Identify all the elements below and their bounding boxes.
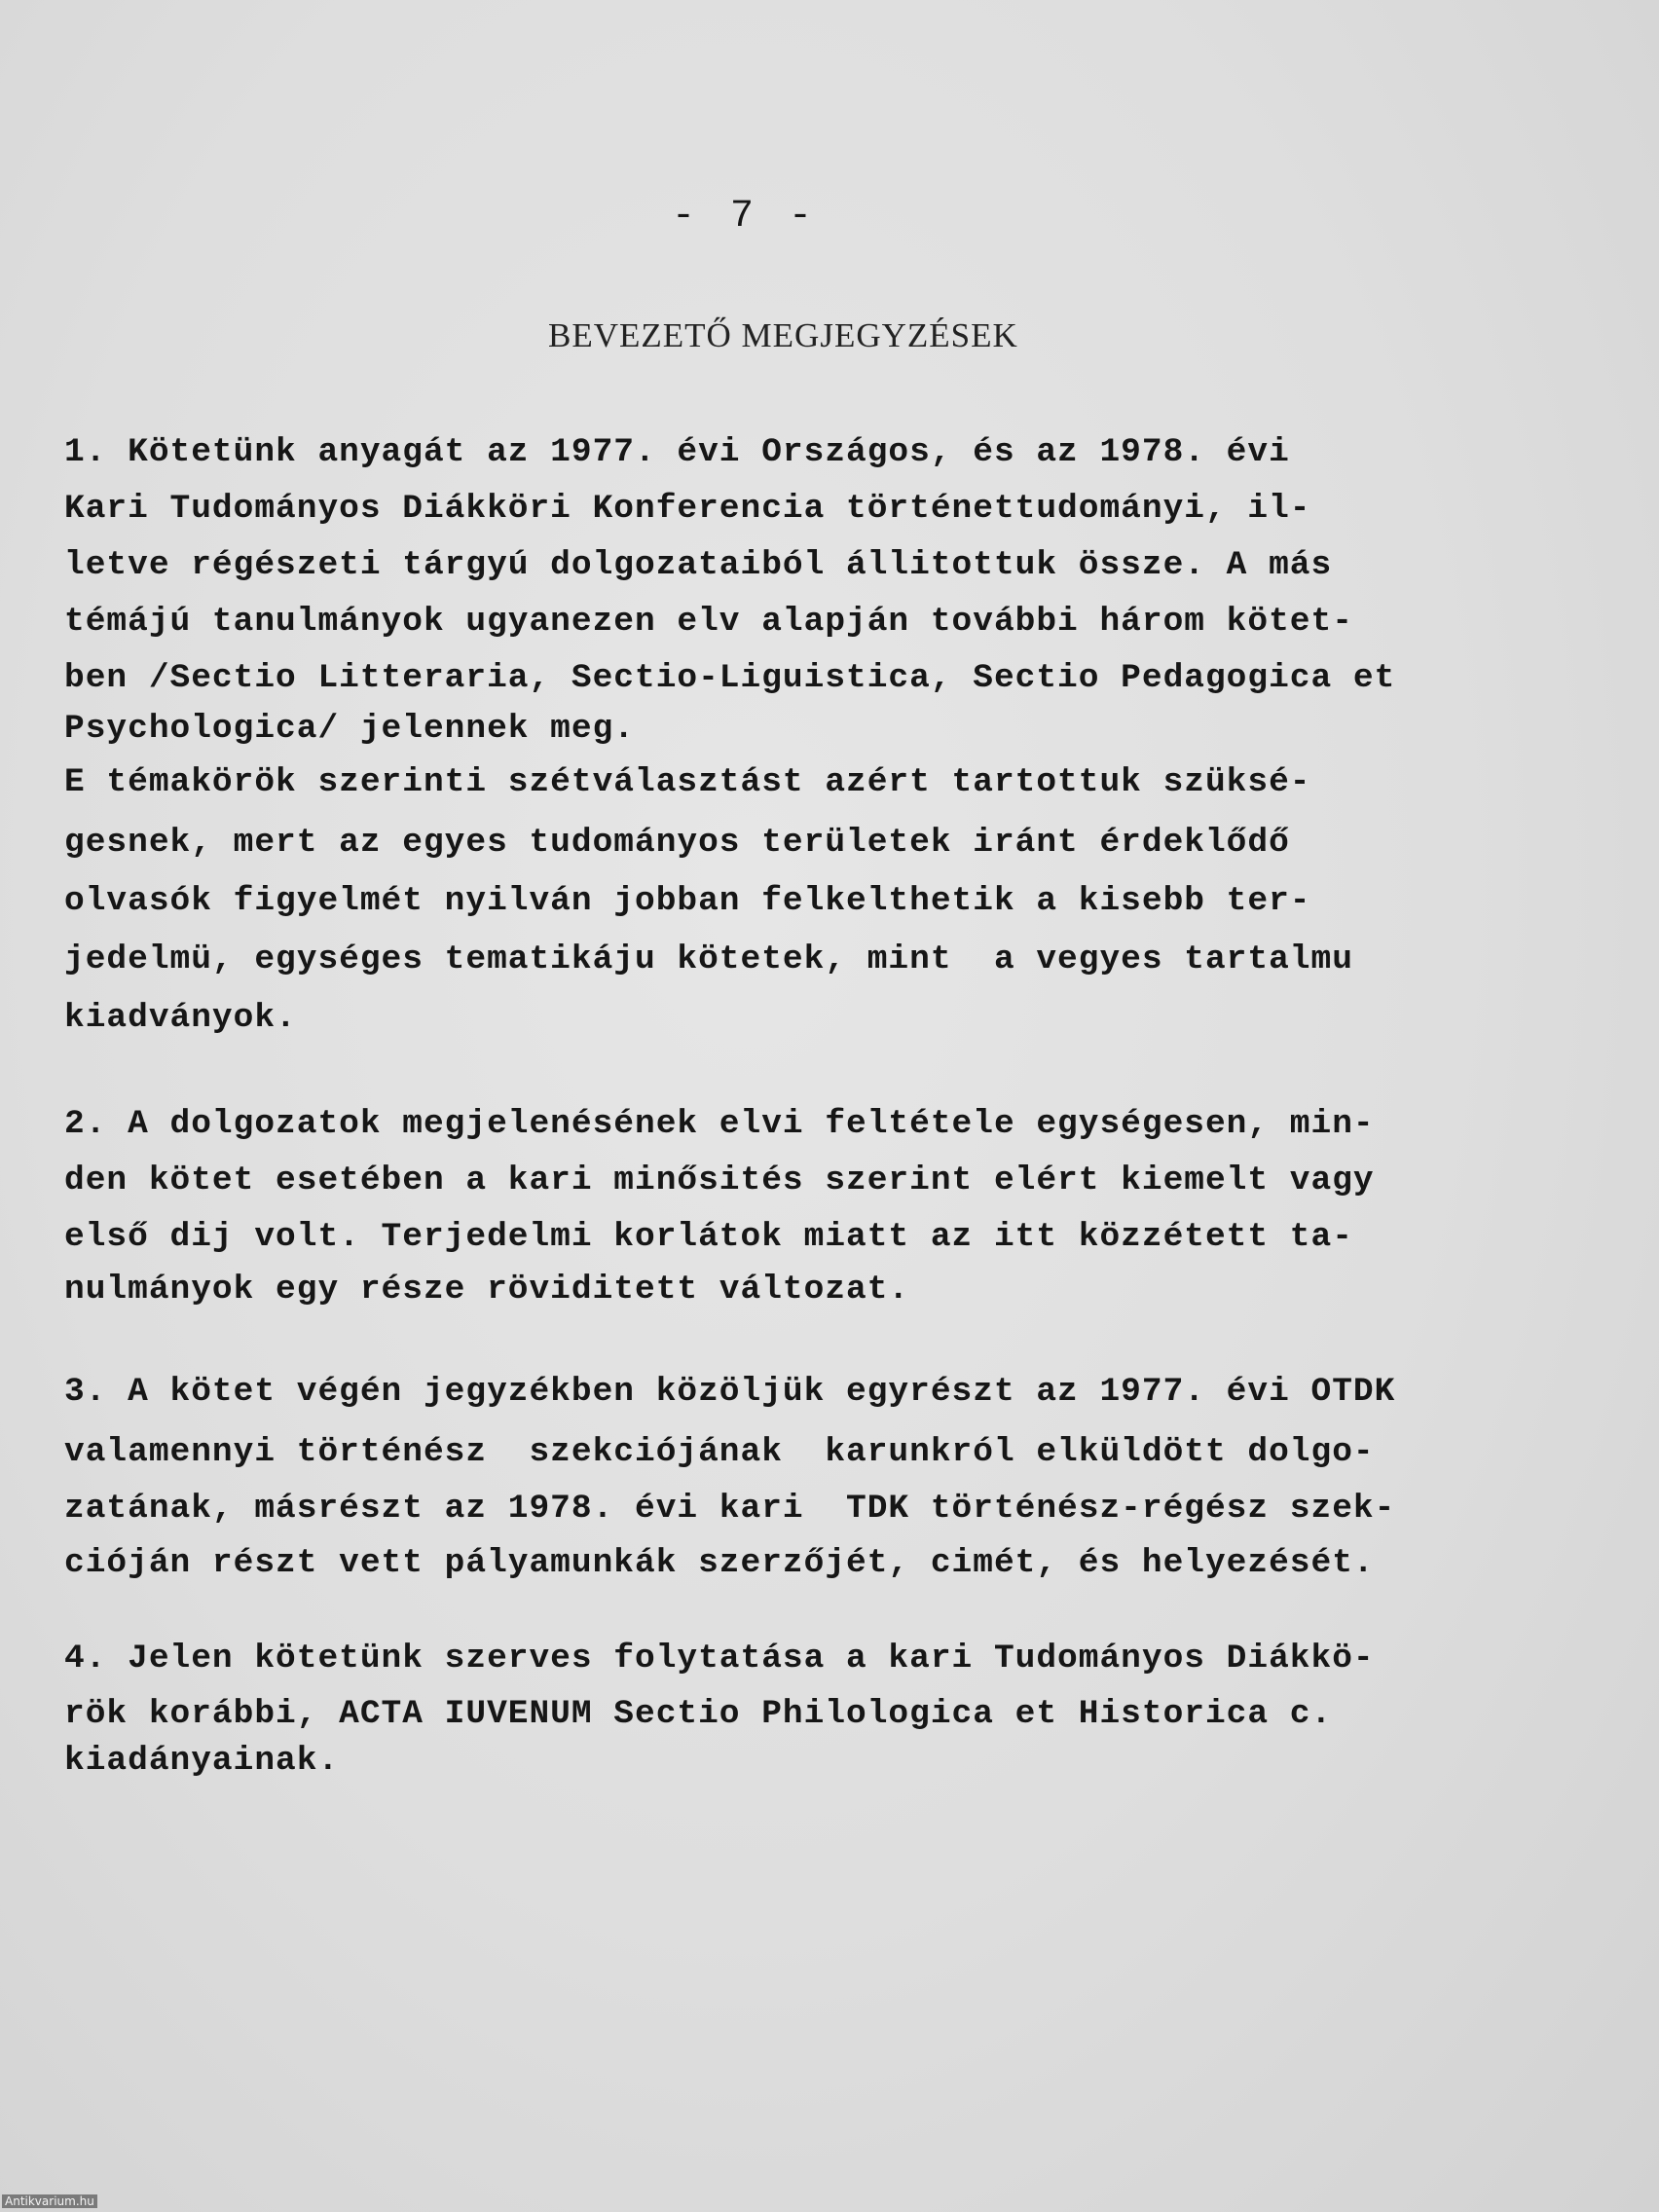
paragraph-1-line-1: 1. Kötetünk anyagát az 1977. évi Országos, és az 1978. évi — [64, 433, 1290, 471]
paragraph-4-line-2: rök korábbi, ACTA IUVENUM Sectio Philologica et Historica c. — [64, 1695, 1333, 1733]
paragraph-2-line-3: első dij volt. Terjedelmi korlátok miatt az itt közzétett ta- — [64, 1218, 1353, 1256]
page-number: - 7 - — [672, 195, 819, 239]
paragraph-4-line-3: kiadányainak. — [64, 1742, 340, 1780]
paragraph-3-line-1: 3. A kötet végén jegyzékben közöljük egyrészt az 1977. évi OTDK — [64, 1373, 1396, 1411]
paragraph-1-line-7: E témakörök szerinti szétválasztást azért tartottuk szüksé- — [64, 763, 1311, 801]
paragraph-2-line-2: den kötet esetében a kari minősités szerint elért kiemelt vagy — [64, 1161, 1375, 1199]
paragraph-1-line-3: letve régészeti tárgyú dolgozataiból állitottuk össze. A más — [64, 546, 1333, 584]
paragraph-1-line-2: Kari Tudományos Diákköri Konferencia történettudományi, il- — [64, 490, 1311, 528]
paragraph-1-line-4: témájú tanulmányok ugyanezen elv alapján további három kötet- — [64, 603, 1353, 641]
section-heading: BEVEZETŐ MEGJEGYZÉSEK — [548, 316, 1018, 354]
paragraph-3-line-3: zatának, másrészt az 1978. évi kari TDK történész-régész szek- — [64, 1490, 1396, 1528]
paragraph-1-line-10: jedelmü, egységes tematikáju kötetek, mint a vegyes tartalmu — [64, 940, 1353, 978]
paragraph-1-line-9: olvasók figyelmét nyilván jobban felkelthetik a kisebb ter- — [64, 882, 1311, 920]
paragraph-1-line-11: kiadványok. — [64, 999, 297, 1037]
paragraph-3-line-2: valamennyi történész szekciójának karunkról elküldött dolgo- — [64, 1433, 1375, 1471]
paragraph-2-line-1: 2. A dolgozatok megjelenésének elvi feltétele egységesen, min- — [64, 1105, 1375, 1143]
watermark-label: Antikvarium.hu — [2, 2194, 97, 2208]
paragraph-3-line-4: cióján részt vett pályamunkák szerzőjét, cimét, és helyezését. — [64, 1544, 1375, 1582]
paragraph-4-line-1: 4. Jelen kötetünk szerves folytatása a kari Tudományos Diákkö- — [64, 1640, 1375, 1677]
paragraph-1-line-6: Psychologica/ jelennek meg. — [64, 710, 635, 748]
paragraph-1-line-5: ben /Sectio Litteraria, Sectio-Liguistica, Sectio Pedagogica et — [64, 659, 1396, 697]
paragraph-1-line-8: gesnek, mert az egyes tudományos területek iránt érdeklődő — [64, 824, 1290, 862]
paragraph-2-line-4: nulmányok egy része röviditett változat. — [64, 1271, 910, 1309]
